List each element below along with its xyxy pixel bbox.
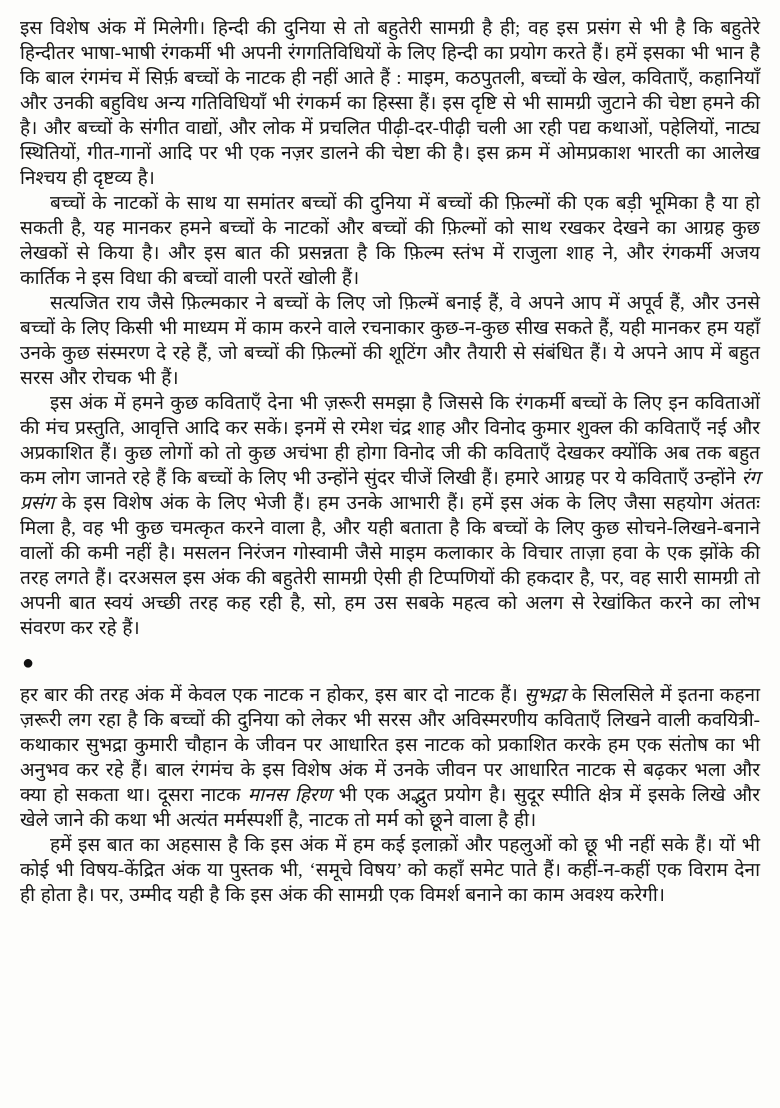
text-run: हर बार की तरह अंक में केवल एक नाटक न होकर, इस बार दो नाटक हैं। [20,685,525,706]
section-separator-bullet: ● [22,652,35,674]
paragraph [20,833,760,908]
paragraph [20,191,760,291]
paragraph [20,391,760,641]
text-run: बच्चों के नाटकों के साथ या समांतर बच्चों की दुनिया में बच्चों की फ़िल्मों की एक बड़ी भूमिका है या हो सकती है, यह मानकर हमने बच्चों के नाटकों और बच्चों की फ़िल्मों को साथ रखकर देखने का आग्रह कुछ लेखकों से किया है। और इस बात की प्रसन्नता है कि फ़िल्म स्तंभ में राजुला शाह ने, और रंगकर्मी अजय कार्तिक ने इस विधा की बच्चों वाली परतें खोली हैं। [20,193,760,289]
paragraph [20,291,760,391]
text-run: इस विशेष अंक में मिलेगी। हिन्दी की दुनिया से तो बहुतेरी सामग्री है ही; वह इस प्रसंग से भी है कि बहुतेरे हिन्दीतर भाषा-भाषी रंगकर्मी भी अपनी रंगगतिविधियों के लिए हिन्दी का प्रयोग करते हैं। हमें इसका भी भान है कि बाल रंगमंच में सिर्फ़ बच्चों के नाटक ही नहीं आते हैं : माइम, कठपुतली, बच्चों के खेल, कविताएँ, कहानियाँ और उनकी बहुविध अन्य गतिविधियाँ भी रंगकर्म का हिस्सा हैं। इस दृष्टि से भी सामग्री जुटाने की चेष्टा हमने की है। और बच्चों के संगीत वाद्यों, और लोक में प्रचलित पीढ़ी-दर-पीढ़ी चली आ रही पद्य कथाओं, पहेलियों, नाट्य स्थितियों, गीत-गानों आदि पर भी एक नज़र डालने की चेष्टा की है। इस क्रम में ओमप्रकाश भारती का आलेख निश्चय ही दृष्टव्य है। [20,18,760,189]
emphasized-title: मानस हिरण [247,785,332,806]
text-run: इस अंक में हमने कुछ कविताएँ देना भी ज़रूरी समझा है जिससे कि रंगकर्मी बच्चों के लिए इन कविताओं की मंच प्रस्तुति, आवृत्ति आदि कर सकें। इनमें से रमेश चंद्र शाह और विनोद कुमार शुक्ल की कविताएँ नई और अप्रकाशित हैं। कुछ लोगों को तो कुछ अचंभा ही होगा विनोद जी की कविताएँ देखकर क्योंकि अब तक बहुत कम लोग जानते रहे हैं कि बच्चों के लिए भी उन्होंने सुंदर चीजें लिखी हैं। हमारे आग्रह पर ये कविताएँ उन्होंने [20,393,760,489]
text-run: सत्यजित राय जैसे फ़िल्मकार ने बच्चों के लिए जो फ़िल्में बनाई हैं, वे अपने आप में अपूर्व हैं, और उनसे बच्चों के लिए किसी भी माध्यम में काम करने वाले रचनाकार कुछ-न-कुछ सीख सकते हैं, यही मानकर हम यहाँ उनके कुछ संस्मरण दे रहे हैं, जो बच्चों की फ़िल्मों की शूटिंग और तैयारी से संबंधित हैं। ये अपने आप में बहुत सरस और रोचक भी हैं। [20,293,760,389]
text-run: के इस विशेष अंक के लिए भेजी हैं। हम उनके आभारी हैं। हमें इस अंक के लिए जैसा सहयोग अंततः मिला है, वह भी कुछ चमत्कृत करने वाला है, और यही बताता है कि बच्चों के लिए कुछ सोचने-लिखने-बनाने वालों की कमी नहीं है। मसलन निरंजन गोस्वामी जैसे माइम कलाकार के विचार ताज़ा हवा के एक झोंके की तरह लगते हैं। दरअसल इस अंक की बहुतेरी सामग्री ऐसी ही टिप्पणियों की हकदार है, पर, वह सारी सामग्री तो अपनी बात स्वयं अच्छी तरह कह रही है, सो, हम उस सबके महत्व को अलग से रेखांकित करने का लोभ संवरण कर रहे हैं। [20,493,760,639]
text-column [20,16,760,908]
text-run: भी एक अद्भुत प्रयोग है। सुदूर स्पीति क्षेत्र में इसके लिखे और खेले जाने की कथा भी अत्यंत मर्मस्पर्शी है, नाटक तो मर्म को छूने वाला है ही। [20,785,760,831]
text-run: के सिलसिले में इतना कहना ज़रूरी लग रहा है कि बच्चों की दुनिया को लेकर भी सरस और अविस्मरणीय कविताएँ लिखने वाली कवयित्री-कथाकार सुभद्रा कुमारी चौहान के जीवन पर आधारित इस नाटक को प्रकाशित करके हम एक संतोष का भी अनुभव कर रहे हैं। बाल रंगमंच के इस विशेष अंक में उनके जीवन पर आधारित नाटक से बढ़कर भला और क्या हो सकता था। दूसरा नाटक [20,685,760,806]
emphasized-title: रंग प्रसंग [20,468,760,514]
emphasized-title: सुभद्रा [524,685,566,706]
text-run: हमें इस बात का अहसास है कि इस अंक में हम कई इलाक़ों और पहलुओं को छू भी नहीं सके हैं। यों भी कोई भी विषय-केंद्रित अंक या पुस्तक भी, ‘समूचे विषय’ को कहाँ समेट पाते हैं। कहीं-न-कहीं एक विराम देना ही होता है। पर, उम्मीद यही है कि इस अंक की सामग्री एक विमर्श बनाने का काम अवश्य करेगी। [20,835,760,906]
paragraph [20,16,760,191]
paragraph [20,683,760,833]
